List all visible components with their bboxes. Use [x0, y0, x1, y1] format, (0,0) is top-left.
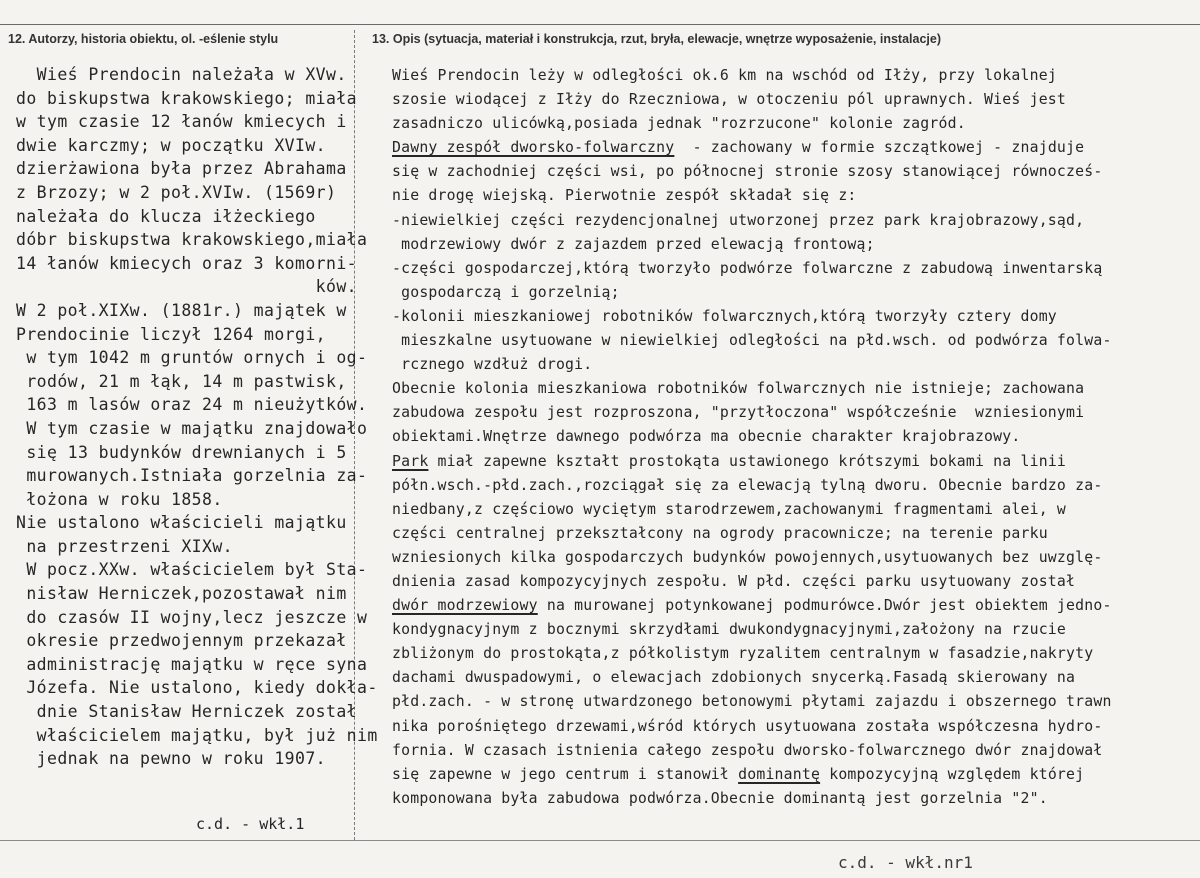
description-fragment: na murowanej potynkowanej podmurówce.Dwór jest obiektem jedno-	[537, 597, 1112, 615]
description-line: płd.zach. - w stronę utwardzonego betonowymi płytami zajazdu i obszernego trawn	[392, 693, 1112, 711]
history-line: do biskupstwa krakowskiego; miała	[16, 88, 358, 108]
description-fragment: się zapewne w jego centrum i stanowił	[392, 765, 739, 783]
history-line: Nie ustalono właścicieli majątku	[16, 513, 347, 533]
history-line: ków.	[16, 277, 358, 297]
history-line: w tym 1042 m gruntów ornych i og-	[16, 348, 368, 368]
history-text	[16, 63, 378, 771]
description-line: szosie wiodącej z Iłży do Rzeczniowa, w otoczeniu pól uprawnych. Wieś jest	[392, 91, 1067, 109]
section-13-header: 13. Opis (sytuacja, materiał i konstrukcja, rzut, bryła, elewacje, wnętrze wyposażenie, instalacje)	[372, 32, 941, 46]
history-line: w tym czasie 12 łanów kmiecych i	[16, 112, 347, 132]
history-line: dzierżawiona była przez Abrahama	[16, 159, 347, 179]
description-line: zbliżonym do prostokąta,z półkolistym ryzalitem centralnym w fasadzie,nakryty	[392, 645, 1094, 663]
history-line: W 2 poł.XIXw. (1881r.) majątek w	[16, 300, 347, 320]
history-line: murowanych.Istniała gorzelnia za-	[16, 466, 368, 486]
top-rule	[0, 24, 1200, 25]
description-text	[392, 64, 1192, 811]
description-line: zasadniczo ulicówką,posiada jednak "rozrzucone" kolonie zagród.	[392, 115, 966, 133]
description-line	[392, 763, 1192, 787]
description-line: nie drogę wiejską. Pierwotnie zespół składał się z:	[392, 187, 857, 205]
description-line: Obecnie kolonia mieszkaniowa robotników folwarcznych nie istnieje; zachowana	[392, 380, 1085, 398]
history-line: W pocz.XXw. właścicielem był Sta-	[16, 560, 368, 580]
description-line: -kolonii mieszkaniowej robotników folwarcznych,którą tworzyły cztery domy	[392, 307, 1057, 325]
description-line: Wieś Prendocin leży w odległości ok.6 km na wschód od Iłży, przy lokalnej	[392, 67, 1057, 84]
description-line: mieszkalne usytuowane w niewielkiej odległości na płd.wsch. od podwórza folwa-	[392, 332, 1112, 350]
history-line: dnie Stanisław Herniczek został	[16, 702, 358, 722]
underlined-heading-dawny-zespol: Dawny zespół dworsko-folwarczny	[392, 139, 675, 157]
underlined-heading-dwor: dwór modrzewiowy	[392, 597, 538, 615]
history-line: 14 łanów kmiecych oraz 3 komorni-	[16, 253, 358, 273]
description-line: zabudowa zespołu jest rozproszona, "przytłoczona" współcześnie wzniesionymi	[392, 404, 1085, 422]
description-fragment: kompozycyjną względem której	[820, 765, 1085, 783]
description-line: -niewielkiej części rezydencjonalnej utworzonej przez park krajobrazowy,sąd,	[392, 211, 1085, 229]
section-12-header: 12. Autorzy, historia obiektu, ol. ‑eślenie stylu	[8, 32, 279, 46]
description-line: dachami dwuspadowymi, o elewacjach zdobionych snycerką.Fasadą skierowany na	[392, 669, 1076, 687]
history-line: rodów, 21 m łąk, 14 m pastwisk,	[16, 371, 347, 391]
history-line: na przestrzeni XIXw.	[16, 536, 234, 556]
description-line: dnienia zasad kompozycyjnych zespołu. W płd. części parku usytuowany został	[392, 572, 1076, 590]
description-line	[392, 136, 1192, 160]
continuation-note-right: c.d. - wkł.nr1	[838, 853, 973, 872]
history-line: do czasów II wojny,lecz jeszcze w	[16, 607, 368, 627]
history-line: z Brzozy; w 2 poł.XVIw. (1569r)	[16, 182, 337, 202]
history-line: jednak na pewno w roku 1907.	[16, 749, 327, 769]
description-line: się w zachodniej części wsi, po północnej stronie szosy stanowiącej równocześ-	[392, 163, 1103, 181]
history-line: Wieś Prendocin należała w XVw.	[16, 65, 347, 84]
history-line: łożona w roku 1858.	[16, 489, 223, 509]
description-line: nika porośniętego drzewami,wśród których usytuowana została współczesna hydro-	[392, 717, 1103, 735]
description-line: -części gospodarczej,którą tworzyło podwórze folwarczne z zabudową inwentarską	[392, 259, 1103, 277]
description-line: części centralnej przekształcony na ogrody pracownicze; na terenie parku	[392, 524, 1048, 542]
description-line: obiektami.Wnętrze dawnego podwórza ma obecnie charakter krajobrazowy.	[392, 428, 1021, 446]
continuation-note-left: c.d. - wkł.1	[196, 815, 305, 833]
history-line: administrację majątku w ręce syna	[16, 654, 368, 674]
description-line: modrzewiowy dwór z zajazdem przed elewacją frontową;	[392, 235, 875, 253]
history-line: okresie przedwojennym przekazał	[16, 631, 347, 651]
history-line: Józefa. Nie ustalono, kiedy dokła-	[16, 678, 378, 698]
history-line: W tym czasie w majątku znajdowało	[16, 418, 368, 438]
description-line	[392, 594, 1192, 618]
history-line: nisław Herniczek,pozostawał nim	[16, 584, 347, 604]
description-line: kondygnacyjnym z bocznymi skrzydłami dwukondygnacyjnymi,założony na rzucie	[392, 621, 1067, 639]
history-line: dwie karczmy; w początku XVIw.	[16, 135, 327, 155]
description-line: rcznego wzdłuż drogi.	[392, 356, 593, 374]
history-line: dóbr biskupstwa krakowskiego,miała	[16, 230, 368, 250]
description-line: komponowana była zabudowa podwórza.Obecnie dominantą jest gorzelnia "2".	[392, 789, 1048, 807]
description-line: półn.wsch.-płd.zach.,rozciągał się za elewacją tylną dworu. Obecnie bardzo za-	[392, 476, 1103, 494]
description-fragment: miał zapewne kształt prostokąta ustawionego krótszymi bokami na linii	[428, 452, 1067, 470]
underlined-heading-park: Park	[392, 452, 429, 470]
description-line	[392, 450, 1192, 474]
history-line: należała do klucza iłżeckiego	[16, 206, 316, 226]
bottom-rule	[0, 840, 1200, 841]
description-line: niedbany,z częściowo wyciętym starodrzewem,zachowanymi fragmentami alei, w	[392, 500, 1067, 518]
underlined-word-dominante: dominantę	[738, 765, 821, 783]
history-line: się 13 budynków drewnianych i 5	[16, 442, 347, 462]
history-line: właścicielem majątku, był już nim	[16, 725, 378, 745]
description-line: wzniesionych kilka gospodarczych budynków powojennych,usytuowanych bez uwzglę-	[392, 548, 1103, 566]
history-line: 163 m lasów oraz 24 m nieużytków.	[16, 395, 368, 415]
description-line: gospodarczą i gorzelnią;	[392, 283, 620, 301]
history-line: Prendocinie liczył 1264 morgi,	[16, 324, 327, 344]
description-fragment: - zachowany w formie szczątkowej - znajduje	[674, 139, 1085, 157]
description-line: fornia. W czasach istnienia całego zespołu dworsko-folwarcznego dwór znajdował	[392, 741, 1103, 759]
